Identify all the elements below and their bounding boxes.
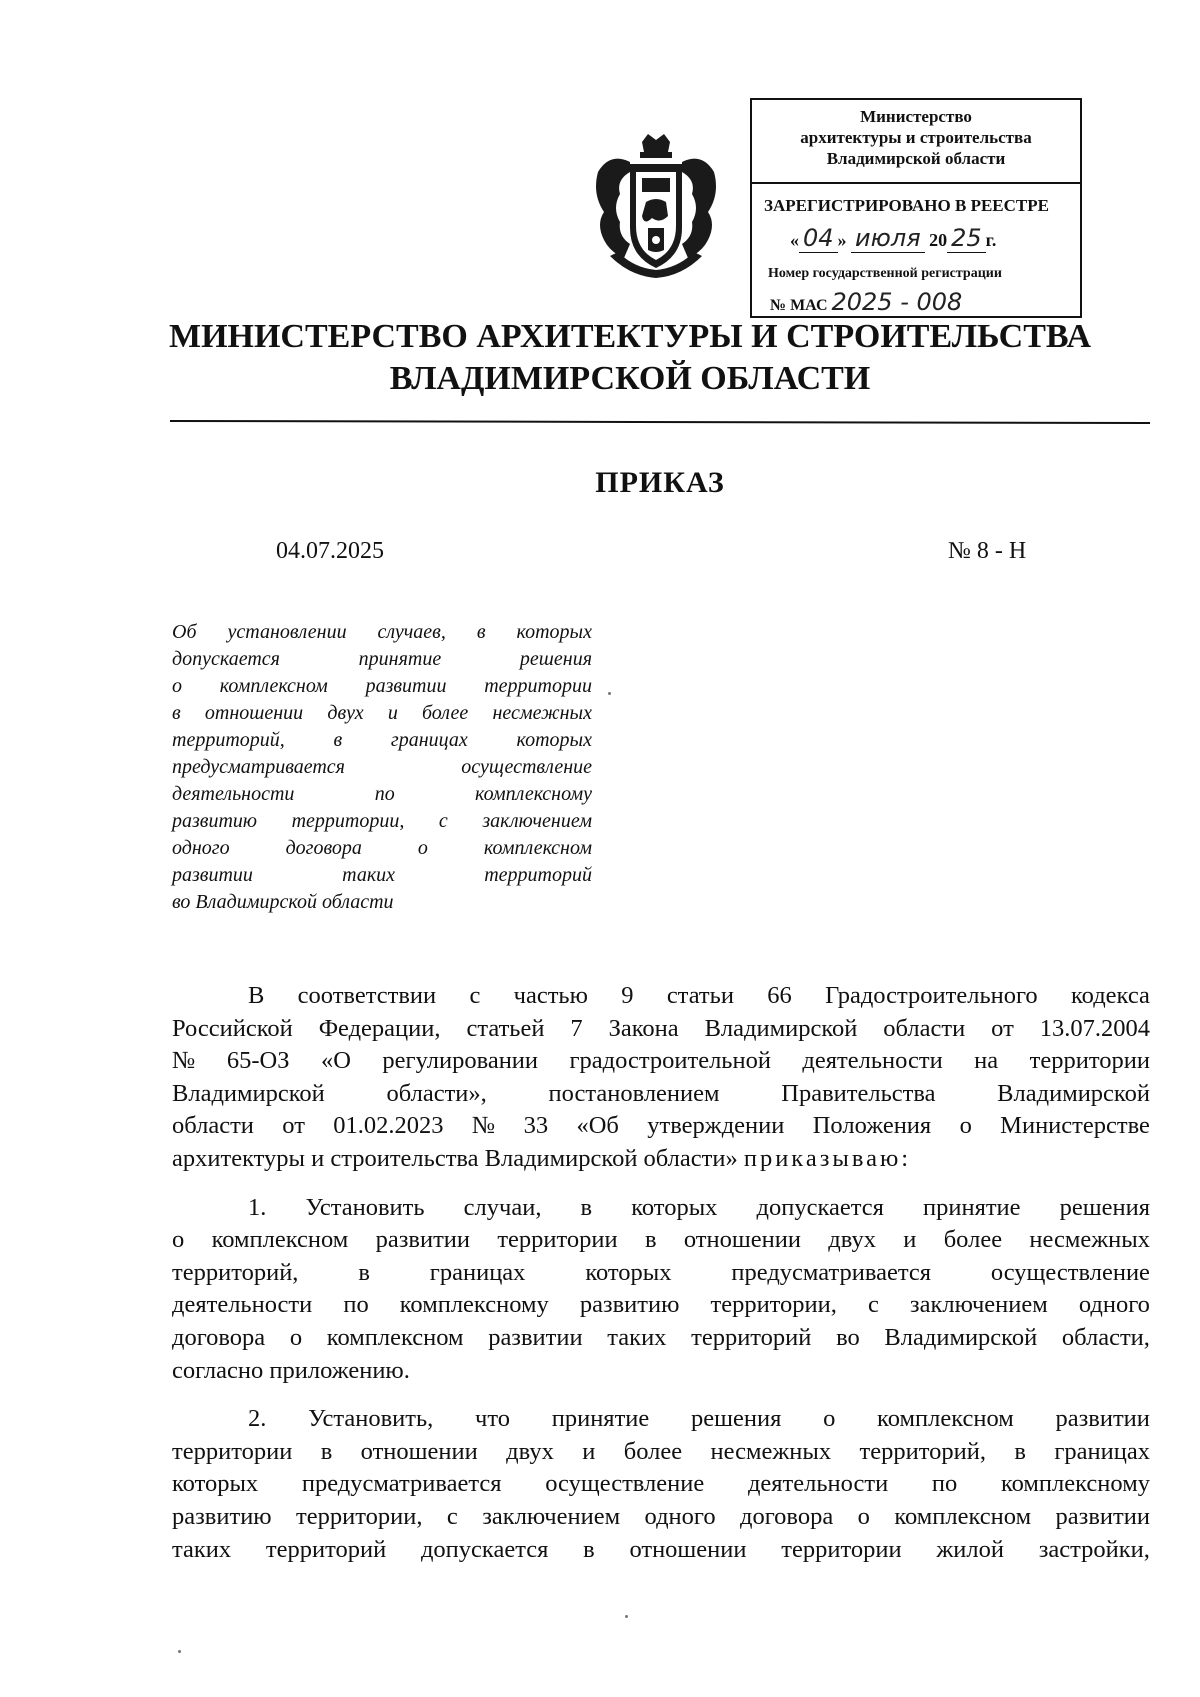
word: развитии [488, 1323, 583, 1351]
word: Установить, [308, 1405, 434, 1433]
stamp-date-open-quote: « [790, 230, 799, 250]
word: Закона [608, 1014, 679, 1042]
word: № [471, 1112, 496, 1140]
subject-word: более [422, 702, 469, 724]
word: отношении [683, 1226, 801, 1254]
word: осуществление [545, 1470, 705, 1498]
stamp-org-line: архитектуры и строительства [800, 128, 1032, 147]
word: и [582, 1437, 596, 1465]
word: предусматривается [301, 1470, 502, 1498]
body-line [172, 1534, 1150, 1567]
word: жилой [936, 1535, 1004, 1563]
subject-word: во Владимирской области [172, 891, 394, 913]
word: Установить [305, 1193, 425, 1221]
word: в [583, 1535, 595, 1563]
subject-word: которых [516, 621, 592, 643]
stamp-date-month: июля [851, 224, 925, 253]
body-line [172, 1143, 1150, 1176]
word: Министерстве [1000, 1112, 1150, 1140]
subject-word: одного [172, 837, 230, 859]
word: градостроительной [569, 1047, 771, 1075]
word: предусматривается [731, 1258, 931, 1286]
word: во [836, 1323, 860, 1351]
word: 65-ОЗ [226, 1047, 290, 1075]
word: границах [1054, 1437, 1150, 1465]
word: 2. [248, 1405, 267, 1433]
subject-line [172, 619, 592, 646]
subject-line [172, 754, 592, 781]
word: утверждении [647, 1112, 785, 1140]
word: принятие [551, 1405, 650, 1433]
body-line [172, 1078, 1150, 1111]
subject-line [172, 889, 592, 916]
body-line: согласно приложению. [172, 1356, 410, 1384]
word: В [248, 982, 265, 1009]
word: допускается [420, 1535, 549, 1563]
word: территории, [296, 1502, 423, 1530]
body-line [172, 1501, 1150, 1534]
subject-line [172, 673, 592, 700]
word: развитию [579, 1291, 680, 1319]
word: 9 [621, 982, 634, 1009]
subject-word: и [387, 702, 398, 724]
subject-word: в [172, 702, 181, 724]
word: принятие [922, 1193, 1021, 1221]
word: Федерации, [318, 1014, 441, 1042]
word: деятельности [172, 1291, 313, 1319]
subject-word: в [476, 621, 486, 643]
word: области, [1061, 1323, 1150, 1351]
preamble-paragraph [172, 980, 1150, 1176]
word: частью [513, 982, 588, 1009]
word: о [823, 1405, 836, 1433]
subject-word: таких [342, 864, 396, 886]
word: таких [607, 1323, 667, 1351]
word: в [644, 1226, 657, 1254]
subject-word: территорий, [172, 729, 285, 751]
scan-speck [625, 1615, 628, 1618]
subject-line [172, 700, 592, 727]
word: которых [172, 1470, 259, 1498]
subject-word: случаев, [377, 621, 446, 643]
word: комплексному [399, 1291, 549, 1319]
word: статьи [666, 982, 734, 1009]
word: области», [386, 1079, 487, 1107]
word: с [469, 982, 481, 1009]
subject-word: допускается [172, 648, 280, 670]
subject-line [172, 727, 592, 754]
registration-stamp [750, 98, 1082, 318]
word: комплексном [877, 1405, 1014, 1433]
clause-1-paragraph [172, 1192, 1150, 1388]
subject-word: двух [327, 702, 364, 724]
word: Российской [172, 1014, 293, 1042]
word: территорий [691, 1323, 812, 1351]
stamp-org-line: Министерство [860, 107, 972, 126]
word: территории, [710, 1291, 837, 1319]
subject-line [172, 835, 592, 862]
subject-word: комплексному [475, 783, 592, 805]
subject-word: комплексном [483, 837, 592, 859]
body-line [172, 1045, 1150, 1078]
word: Владимирской [884, 1323, 1038, 1351]
subject-line [172, 781, 592, 808]
stamp-date [790, 224, 996, 252]
stamp-number-prefix: № МАС [770, 297, 828, 314]
word: которых [585, 1258, 672, 1286]
word: о [289, 1323, 303, 1351]
body-line-text: архитектуры и строительства Владимирской области» [172, 1144, 738, 1172]
subject-word: развитии [365, 675, 447, 697]
body-line [172, 1403, 1150, 1436]
subject-word: развитии [172, 864, 253, 886]
word: о [172, 1226, 185, 1254]
body-line [172, 1436, 1150, 1469]
word: статьей [466, 1014, 545, 1042]
document-body [172, 980, 1150, 1582]
word: регулировании [382, 1047, 539, 1075]
word: двух [828, 1226, 876, 1254]
stamp-date-close-quote: » [837, 230, 847, 250]
subject-word: о [417, 837, 428, 859]
word: кодекса [1071, 982, 1150, 1009]
body-line [172, 1468, 1150, 1501]
word: 01.02.2023 [333, 1112, 444, 1140]
subject-word: комплексном [219, 675, 328, 697]
stamp-number-label: Номер государственной регистрации [768, 266, 1002, 281]
word: 1. [248, 1193, 267, 1221]
word: допускается [756, 1193, 884, 1221]
word: на [974, 1047, 999, 1075]
word: территорий, [172, 1258, 299, 1286]
ministry-name-line: ВЛАДИМИРСКОЙ ОБЛАСТИ [389, 360, 871, 397]
stamp-organization [752, 100, 1080, 184]
word: 66 [767, 982, 792, 1009]
word: комплексном [211, 1226, 349, 1254]
word: развитии [1055, 1502, 1150, 1530]
word: и [903, 1226, 917, 1254]
word: Владимирской [172, 1079, 325, 1107]
subject-word: решения [519, 648, 592, 670]
subject-word: по [374, 783, 395, 805]
word: договора [172, 1323, 266, 1351]
word: области [172, 1112, 254, 1140]
word: деятельности [747, 1470, 889, 1498]
word: развитии [1055, 1405, 1150, 1433]
body-line [172, 980, 1150, 1013]
word: несмежных [1029, 1226, 1150, 1254]
word: Положения [812, 1112, 932, 1140]
word: территорий, [859, 1437, 986, 1465]
word: «Об [576, 1112, 619, 1140]
subject-word: установлении [227, 621, 347, 643]
word: соответствии [297, 982, 437, 1009]
word: от [282, 1112, 305, 1140]
scan-speck [178, 1650, 181, 1653]
word: развитию [172, 1502, 272, 1530]
subject-word: Об [172, 621, 197, 643]
word: в [1014, 1437, 1026, 1465]
stamp-date-year-prefix: 20 [929, 230, 948, 250]
word: 13.07.2004 [1039, 1014, 1150, 1042]
document-type-title: ПРИКАЗ [595, 466, 725, 499]
word: в [358, 1258, 370, 1286]
word: с [446, 1502, 458, 1530]
subject-word: предусматривается [172, 756, 345, 778]
stamp-registered-label: ЗАРЕГИСТРИРОВАНО В РЕЕСТРЕ [764, 196, 1049, 215]
word: 33 [523, 1112, 549, 1140]
subject-word: принятие [358, 648, 442, 670]
stamp-date-day: 04 [799, 224, 838, 253]
subject-word: с [438, 810, 448, 832]
stamp-number-value: 2025 - 008 [828, 288, 993, 317]
word: комплексном [326, 1323, 464, 1351]
stamp-date-year-suffix: 25 [947, 224, 986, 253]
coat-of-arms-icon [590, 132, 722, 282]
word: по [343, 1291, 369, 1319]
word: договора [740, 1502, 834, 1530]
subject-word: договора [285, 837, 362, 859]
document-subject [172, 619, 592, 916]
subject-word: о [172, 675, 182, 697]
word: осуществление [990, 1258, 1150, 1286]
word: о [857, 1502, 870, 1530]
word: одного [1078, 1291, 1150, 1319]
ministry-name-line: МИНИСТЕРСТВО АРХИТЕКТУРЫ И СТРОИТЕЛЬСТВА [168, 318, 1092, 355]
word: границах [429, 1258, 526, 1286]
word: о [959, 1112, 972, 1140]
word: территории [172, 1437, 293, 1465]
word: несмежных [710, 1437, 832, 1465]
word: Градостроительного [825, 982, 1038, 1009]
word: более [943, 1226, 1003, 1254]
subject-word: территории [484, 675, 592, 697]
subject-word: территорий [484, 864, 592, 886]
body-line [172, 1013, 1150, 1046]
word: отношении [360, 1437, 478, 1465]
word: заключением [482, 1502, 621, 1530]
body-line [172, 1224, 1150, 1257]
word: застройки, [1038, 1535, 1150, 1563]
subject-word: несмежных [492, 702, 592, 724]
word: Владимирской [704, 1014, 858, 1042]
word: в [580, 1193, 593, 1221]
header-divider [170, 420, 1150, 424]
word: от [991, 1014, 1014, 1042]
word: таких [172, 1535, 232, 1563]
subject-line [172, 646, 592, 673]
word: с [867, 1291, 879, 1319]
word: более [623, 1437, 683, 1465]
document-date: 04.07.2025 [276, 538, 384, 564]
word: № [172, 1047, 196, 1075]
order-word: приказываю: [743, 1144, 912, 1172]
stamp-org-line: Владимирской области [826, 149, 1006, 168]
body-line [172, 1192, 1150, 1225]
subject-word: которых [516, 729, 592, 751]
word: развитии [375, 1226, 471, 1254]
subject-word: заключением [482, 810, 592, 832]
word: которых [631, 1193, 718, 1221]
word: деятельности [802, 1047, 943, 1075]
word: территорий [265, 1535, 387, 1563]
body-line [172, 1289, 1150, 1322]
subject-word: границах [390, 729, 468, 751]
word: случаи, [463, 1193, 542, 1221]
word: заключением [909, 1291, 1048, 1319]
stamp-date-suffix: г. [985, 230, 997, 250]
subject-line [172, 808, 592, 835]
subject-word: развитию [172, 810, 258, 832]
word: решения [1059, 1193, 1150, 1221]
clause-2-paragraph [172, 1403, 1150, 1566]
word: в [320, 1437, 333, 1465]
word: постановлением [548, 1079, 720, 1107]
word: по [931, 1470, 958, 1498]
stamp-number [770, 288, 992, 316]
subject-word: отношении [204, 702, 304, 724]
word: что [475, 1405, 510, 1433]
document-number: № 8 - Н [948, 538, 1027, 564]
word: территории [781, 1535, 902, 1563]
ministry-name [160, 316, 1100, 400]
word: территории [1029, 1047, 1150, 1075]
word: Владимирской [997, 1079, 1150, 1107]
subject-word: деятельности [172, 783, 295, 805]
word: территории [497, 1226, 618, 1254]
word: решения [690, 1405, 782, 1433]
word: комплексном [894, 1502, 1032, 1530]
word: двух [506, 1437, 554, 1465]
scan-speck [608, 692, 611, 695]
body-line [172, 1322, 1150, 1355]
subject-word: осуществление [461, 756, 592, 778]
word: одного [644, 1502, 716, 1530]
body-line [172, 1257, 1150, 1290]
word: области [883, 1014, 966, 1042]
subject-word: в [333, 729, 343, 751]
subject-word: территории, [291, 810, 405, 832]
word: отношении [629, 1535, 747, 1563]
word: 7 [570, 1014, 583, 1042]
subject-line [172, 862, 592, 889]
body-line [172, 1110, 1150, 1143]
word: «О [320, 1047, 351, 1075]
word: Правительства [781, 1079, 936, 1107]
word: комплексному [1000, 1470, 1150, 1498]
